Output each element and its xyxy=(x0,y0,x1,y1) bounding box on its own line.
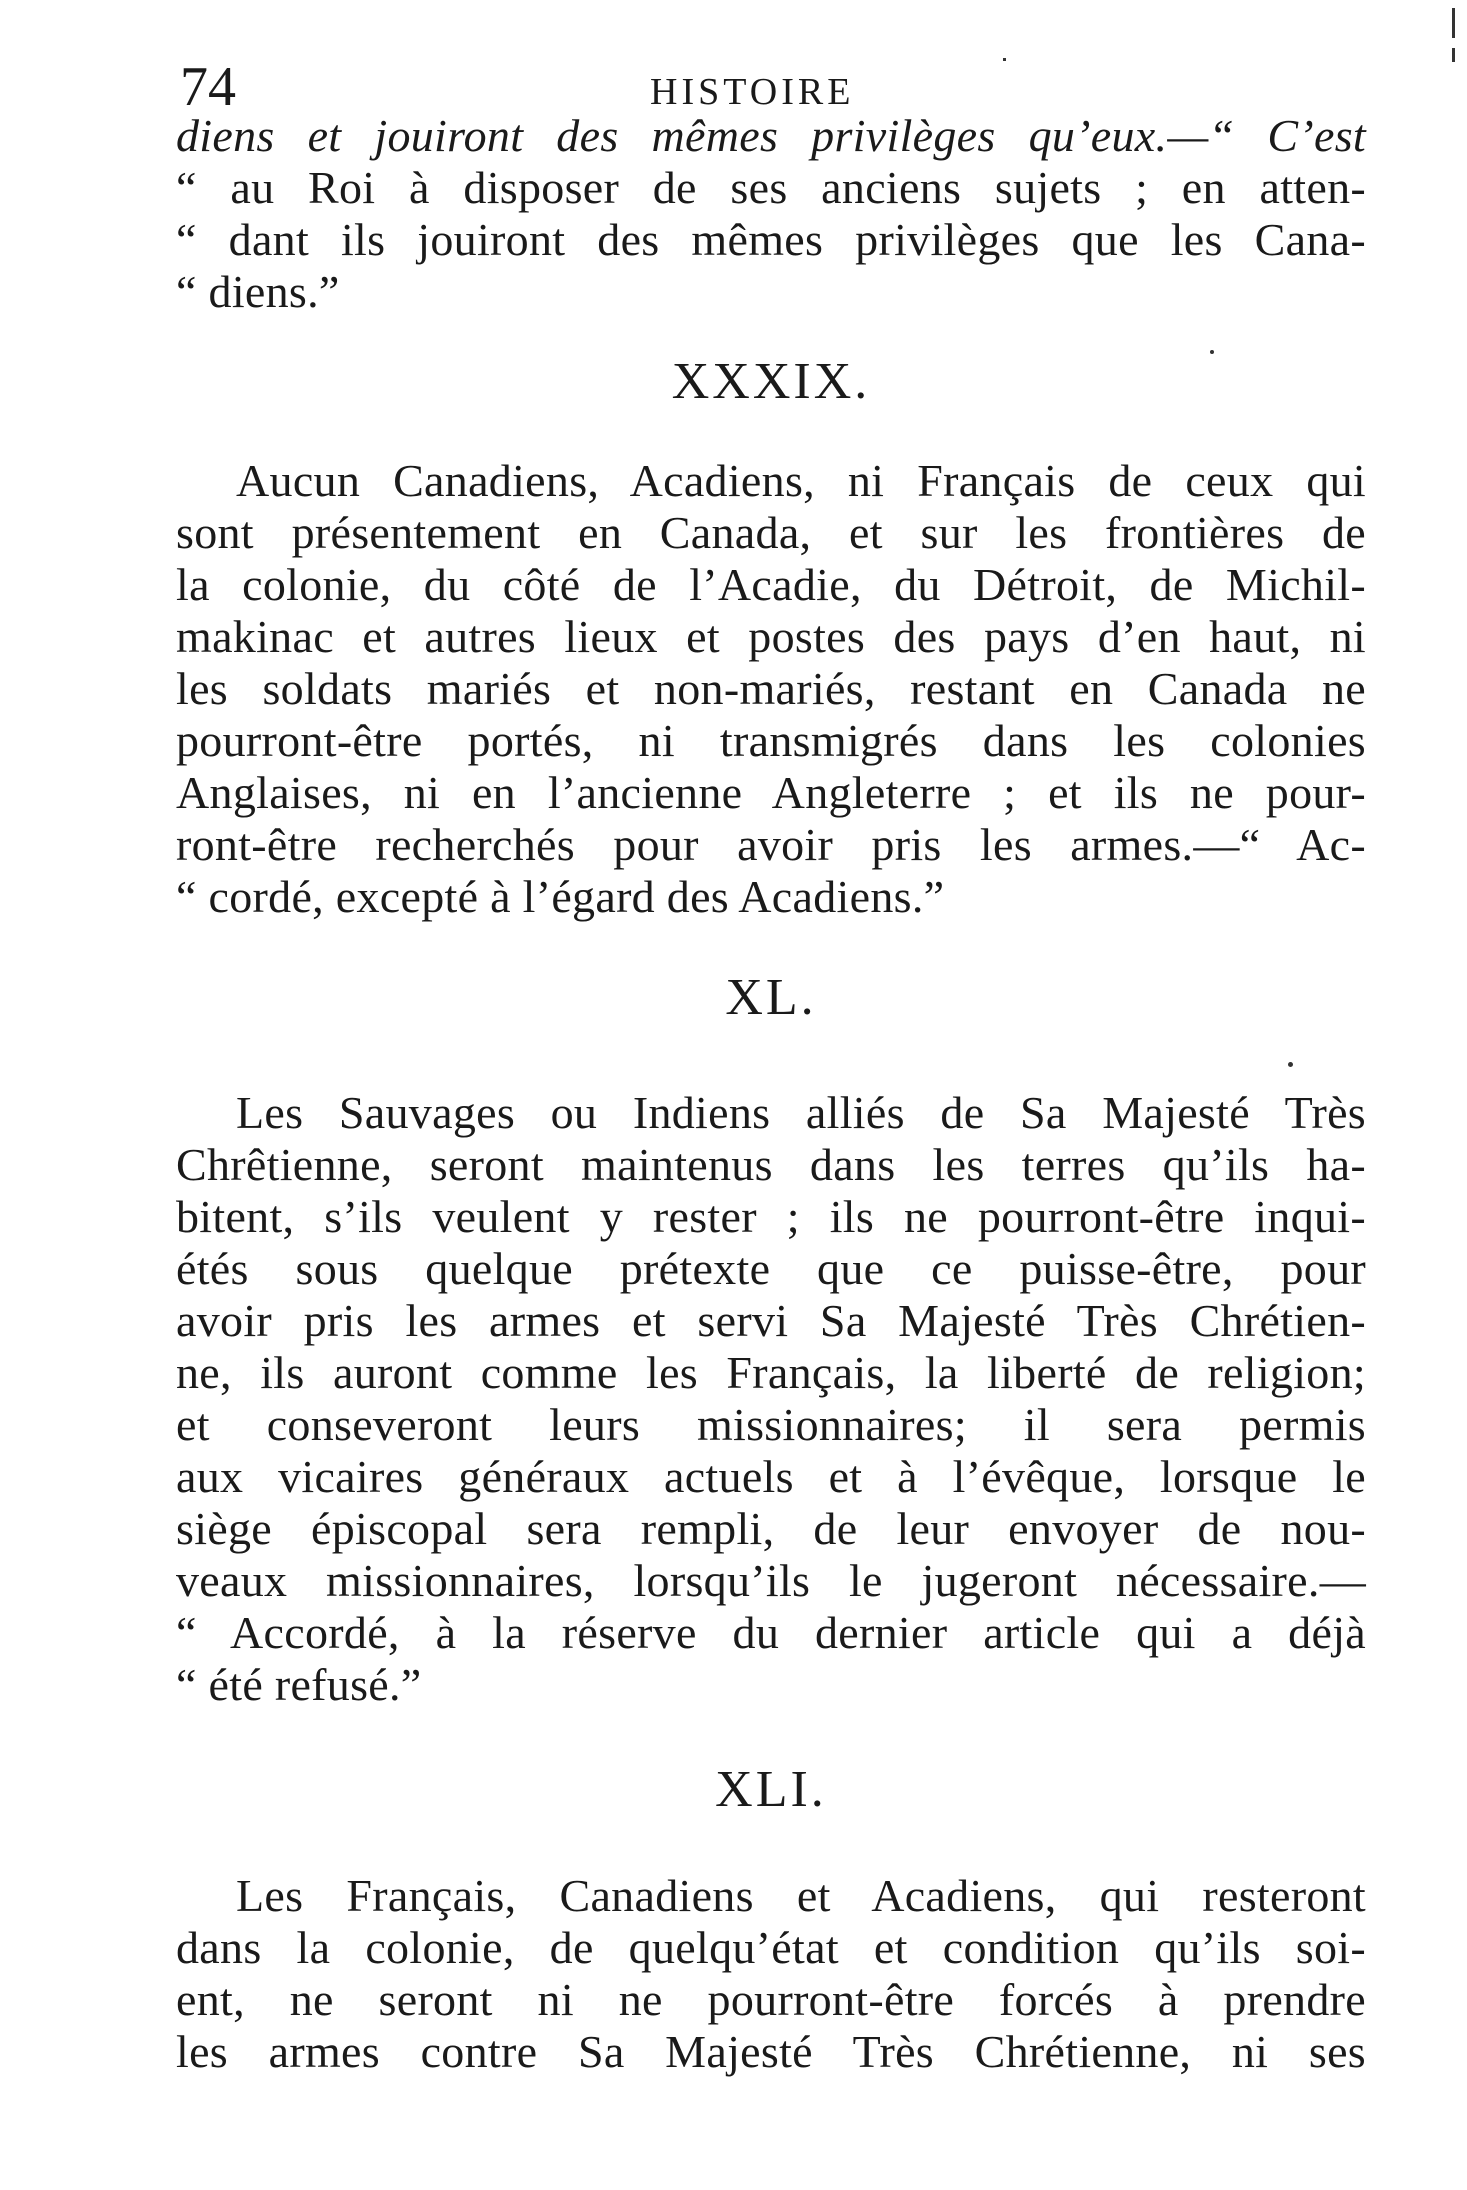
scan-mark xyxy=(1452,48,1455,62)
section-heading: XXXIX. xyxy=(671,353,871,410)
scan-speck xyxy=(1210,350,1214,354)
text-line: “ au Roi à disposer de ses anciens sujets ; en atten- xyxy=(176,162,1366,213)
text-line: diens et jouiront des mêmes privilèges qu’eux.—“ C’est xyxy=(176,110,1366,161)
text-line: sont présentement en Canada, et sur les frontières de xyxy=(176,507,1366,558)
text-line: Anglaises, ni en l’ancienne Angleterre ; et ils ne pour- xyxy=(176,767,1366,818)
text-line: les soldats mariés et non-mariés, restant en Canada ne xyxy=(176,663,1366,714)
text-line: Aucun Canadiens, Acadiens, ni Français de ceux qui xyxy=(236,455,1366,506)
text-line: “ cordé, excepté à l’égard des Acadiens.” xyxy=(176,871,945,922)
text-line: et conseveront leurs missionnaires; il sera permis xyxy=(176,1399,1366,1450)
text-line: Chrêtienne, seront maintenus dans les terres qu’ils ha- xyxy=(176,1139,1366,1190)
text-line: dans la colonie, de quelqu’état et condition qu’ils soi- xyxy=(176,1922,1366,1973)
section-heading: XLI. xyxy=(715,1761,827,1818)
text-line: bitent, s’ils veulent y rester ; ils ne pourront-être inqui- xyxy=(176,1191,1366,1242)
text-line: avoir pris les armes et servi Sa Majesté Très Chrétien- xyxy=(176,1295,1366,1346)
text-line: étés sous quelque prétexte que ce puisse-être, pour xyxy=(176,1243,1366,1294)
text-line: ne, ils auront comme les Français, la liberté de religion; xyxy=(176,1347,1366,1398)
text-line: Les Sauvages ou Indiens alliés de Sa Majesté Très xyxy=(236,1087,1366,1138)
text-line: veaux missionnaires, lorsqu’ils le jugeront nécessaire.— xyxy=(176,1555,1366,1606)
text-line: ront-être recherchés pour avoir pris les armes.—“ Ac- xyxy=(176,819,1366,870)
text-line: la colonie, du côté de l’Acadie, du Détroit, de Michil- xyxy=(176,559,1366,610)
scan-speck xyxy=(1288,1062,1293,1067)
text-line: makinac et autres lieux et postes des pays d’en haut, ni xyxy=(176,611,1366,662)
text-line: ent, ne seront ni ne pourront-être forcés à prendre xyxy=(176,1974,1366,2025)
text-line: les armes contre Sa Majesté Très Chrétienne, ni ses xyxy=(176,2026,1366,2077)
page-number: 74 xyxy=(180,56,236,118)
text-line: siège épiscopal sera rempli, de leur envoyer de nou- xyxy=(176,1503,1366,1554)
text-line: “ été refusé.” xyxy=(176,1659,422,1710)
text-line: pourront-être portés, ni transmigrés dans les colonies xyxy=(176,715,1366,766)
text-line: “ diens.” xyxy=(176,266,340,317)
section-heading: XL. xyxy=(725,969,817,1026)
text-line: Les Français, Canadiens et Acadiens, qui resteront xyxy=(236,1870,1366,1921)
text-line: “ Accordé, à la réserve du dernier article qui a déjà xyxy=(176,1607,1366,1658)
scan-mark xyxy=(1452,8,1455,38)
text-line: aux vicaires généraux actuels et à l’évêque, lorsque le xyxy=(176,1451,1366,1502)
scan-speck xyxy=(1003,58,1006,61)
running-title: HISTOIRE xyxy=(650,71,855,113)
text-line: “ dant ils jouiront des mêmes privilèges que les Cana- xyxy=(176,214,1366,265)
